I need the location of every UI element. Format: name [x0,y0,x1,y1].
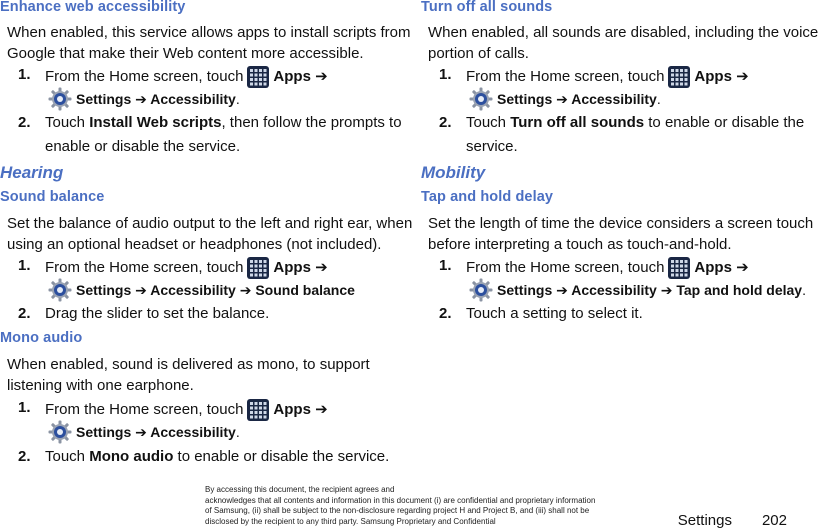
enhance-web-accessibility-heading: Enhance web accessibility [0,0,186,15]
step-number: 1. [18,66,31,83]
apps-grid-icon [247,257,269,279]
step-number: 1. [18,399,31,416]
apps-grid-icon [247,399,269,421]
section-name: Settings [677,512,732,529]
sound-step-1-path: Settings ➔ Accessibility ➔ Sound balance [48,278,355,302]
apps-grid-icon [247,66,269,88]
step-number: 2. [439,305,452,322]
mono-audio-heading: Mono audio [0,330,83,346]
page-number: 202 [761,512,787,529]
step-number: 1. [439,257,452,274]
step-number: 1. [439,66,452,83]
apps-grid-icon [668,257,690,279]
step-number: 2. [18,448,31,465]
mono-step-1-path: Settings ➔ Accessibility . [48,420,240,444]
enhance-desc-line-2: Google that make their Web content more accessible. [7,45,364,62]
turnoff-step-1-path: Settings ➔ Accessibility . [469,87,661,111]
sound-desc-line-2: using an optional headset or headphones (not included). [7,236,382,253]
hearing-heading: Hearing [0,163,64,182]
settings-gear-icon [469,87,493,111]
turnoff-desc-line-1: When enabled, all sounds are disabled, including the voice [428,24,818,41]
mobility-heading: Mobility [421,163,486,182]
confidentiality-notice: By accessing this document, the recipient agrees and acknowledges that all contents and information in this document (i) are confidential and proprietary information of Samsung, (ii) shall be subject to the non-disclosure regarding project H and Project B, and (iii) shall not be disclosed by the recipient to any third party. Samsung Proprietary and Confidential [205,485,596,526]
turnoff-desc-line-2: portion of calls. [428,45,529,62]
settings-gear-icon [469,278,493,302]
step-number: 2. [439,114,452,131]
turn-off-all-sounds-heading: Turn off all sounds [421,0,553,15]
apps-grid-icon [668,66,690,88]
settings-gear-icon [48,420,72,444]
step-number: 2. [18,114,31,131]
enhance-desc-line-1: When enabled, this service allows apps to install scripts from [7,24,411,41]
settings-gear-icon [48,87,72,111]
step-number: 2. [18,305,31,322]
taphold-step-1-path: Settings ➔ Accessibility ➔ Tap and hold delay . [469,278,806,302]
enhance-step-1-path: Settings ➔ Accessibility . [48,87,240,111]
step-number: 1. [18,257,31,274]
taphold-desc-line-2: before interpreting a touch as touch-and-hold. [428,236,732,253]
mono-desc-line-2: listening with one earphone. [7,377,194,394]
page-footer [678,512,787,529]
sound-desc-line-1: Set the balance of audio output to the left and right ear, when [7,215,413,232]
tap-and-hold-delay-heading: Tap and hold delay [421,189,554,205]
sound-balance-heading: Sound balance [0,189,105,205]
taphold-desc-line-1: Set the length of time the device considers a screen touch [428,215,814,232]
mono-desc-line-1: When enabled, sound is delivered as mono, to support [7,356,370,373]
settings-gear-icon [48,278,72,302]
